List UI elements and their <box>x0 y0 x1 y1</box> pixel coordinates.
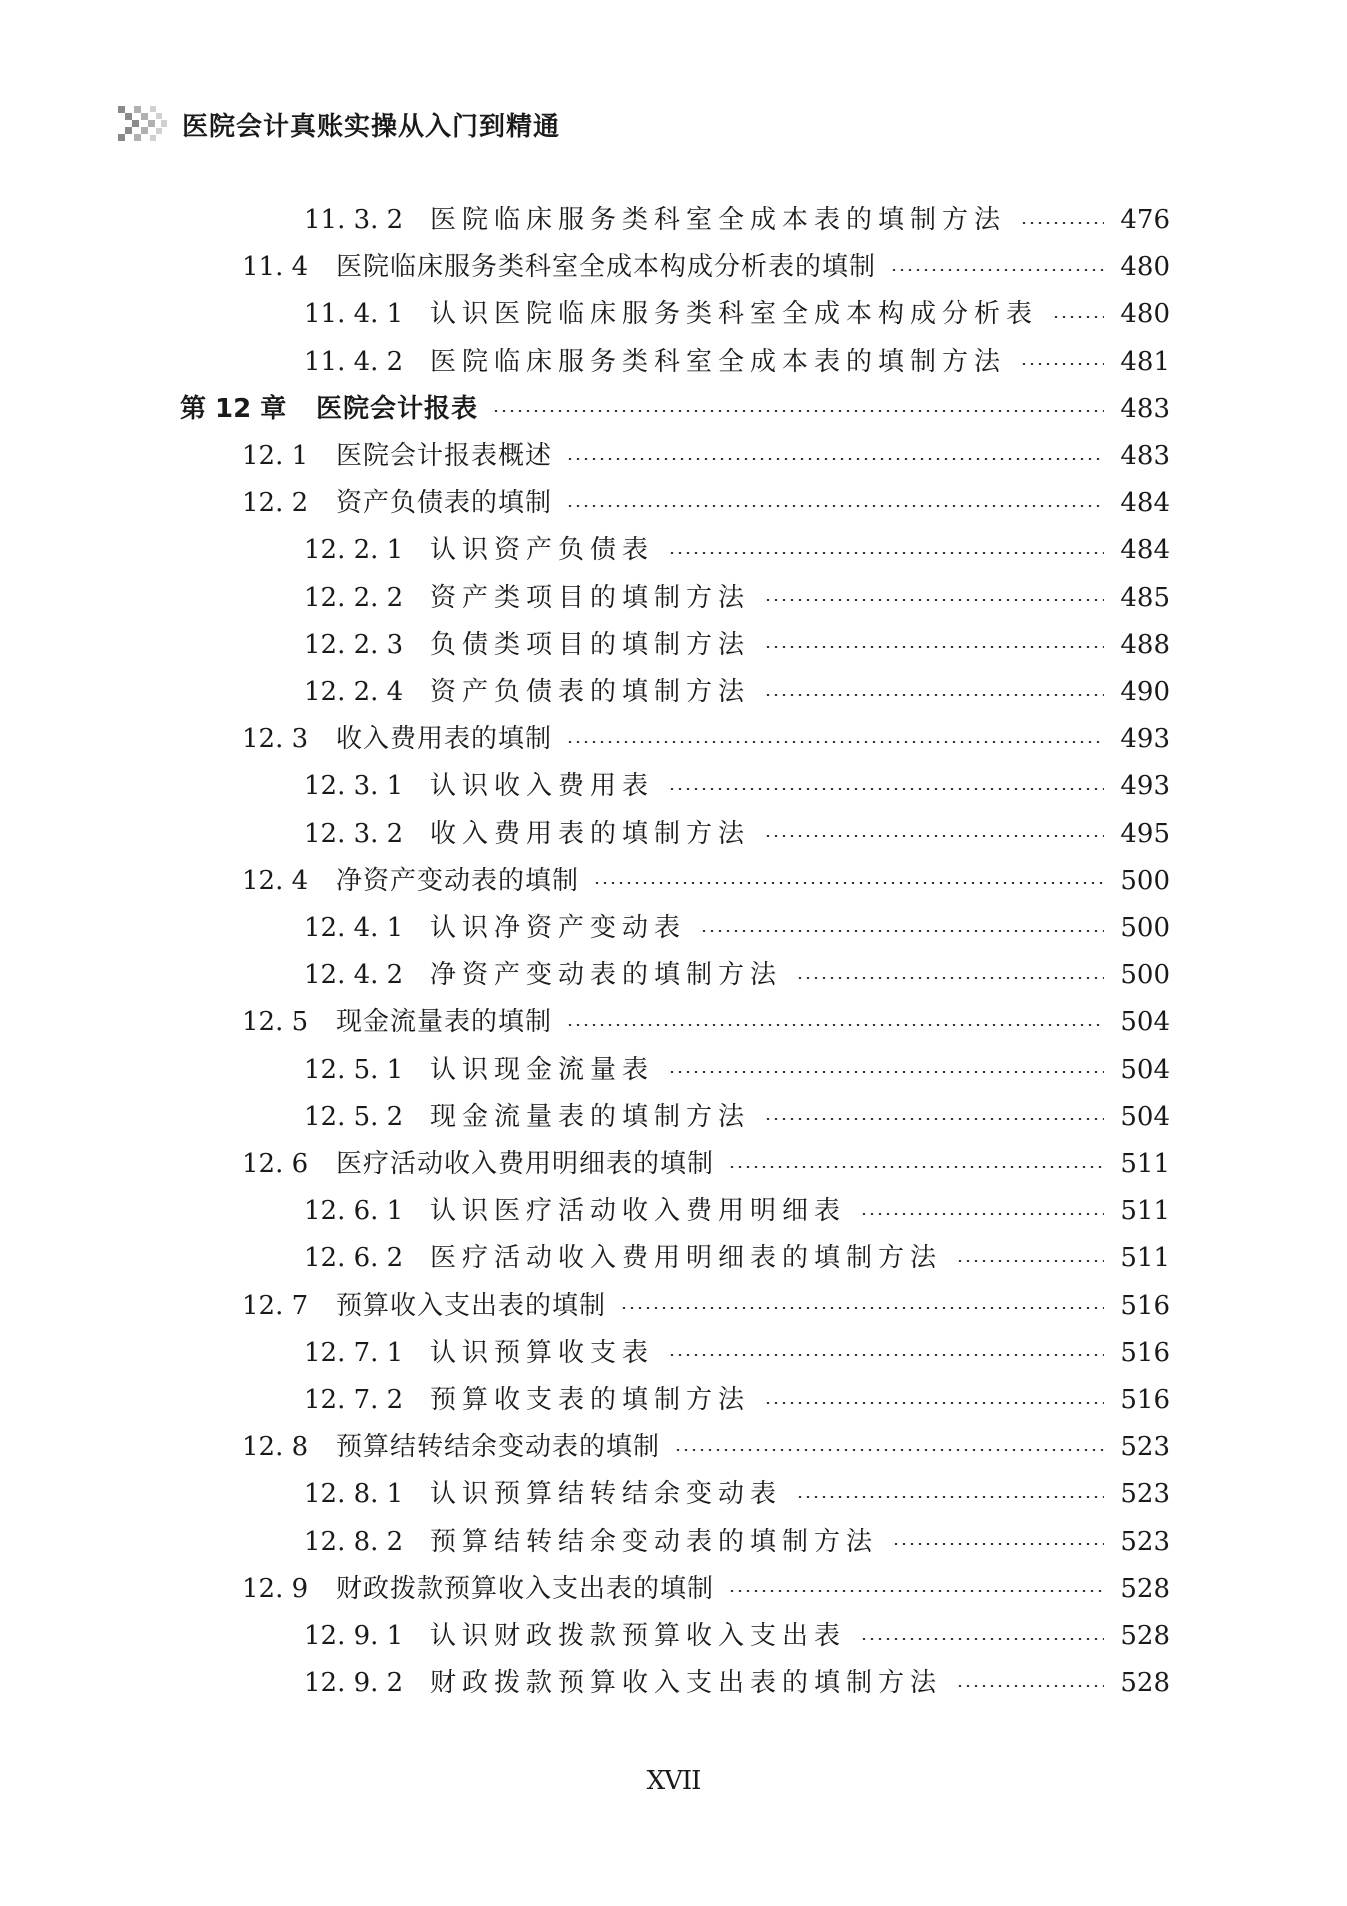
toc-entry[interactable] <box>304 1471 1170 1518</box>
toc-entry-number: 12. 2. 4 <box>304 677 404 707</box>
toc-entry-number: 12. 2 <box>242 488 309 519</box>
toc-entry-number: 12. 4. 1 <box>304 913 404 943</box>
toc-entry-number: 12. 4. 2 <box>304 960 404 991</box>
dot-leader <box>620 1307 1104 1309</box>
toc-entry-title: 认识预算收支表 <box>430 1337 655 1368</box>
toc-entry-number: 12. 5 <box>242 1007 309 1038</box>
toc-entry-number: 12. 5. 1 <box>304 1054 404 1085</box>
dot-leader <box>796 1496 1104 1498</box>
toc-entry-number: 12. 8 <box>242 1432 309 1463</box>
toc-entry-title: 资产类项目的填制方法 <box>430 582 751 613</box>
toc-entry-number: 12. 9. 1 <box>304 1621 404 1651</box>
toc-entry-number: 12. 9. 2 <box>304 1668 404 1699</box>
dot-leader <box>1052 316 1104 318</box>
toc-entry[interactable] <box>242 1283 1170 1330</box>
toc-entry[interactable] <box>304 527 1170 574</box>
dot-leader <box>566 741 1104 743</box>
dot-leader <box>860 1638 1104 1640</box>
toc-entry[interactable] <box>242 716 1170 763</box>
toc-entry[interactable] <box>304 1519 1170 1566</box>
toc-entry-title: 医院临床服务类科室全成本构成分析表的填制 <box>336 252 877 283</box>
toc-entry-number: 12. 2. 2 <box>304 582 404 613</box>
chevron-arrows-icon <box>118 106 168 142</box>
toc-entry-page: 484 <box>1120 488 1170 519</box>
toc-entry-number: 11. 4. 1 <box>304 299 404 330</box>
toc-entry[interactable] <box>304 1235 1170 1282</box>
toc-entry-number: 12. 7. 1 <box>304 1337 404 1368</box>
toc-entry[interactable] <box>304 1660 1170 1707</box>
toc-entry-page: 516 <box>1120 1385 1170 1415</box>
toc-entry-number: 12. 2. 3 <box>304 629 404 660</box>
toc-entry-page: 523 <box>1120 1526 1170 1557</box>
toc-entry-page: 500 <box>1120 960 1170 991</box>
toc-entry-number: 12. 6 <box>242 1149 309 1179</box>
toc-entry-title: 收入费用表的填制方法 <box>430 818 751 849</box>
toc-entry-title: 财政拨款预算收入支出表的填制方法 <box>430 1668 943 1699</box>
toc-entry-page: 488 <box>1120 629 1170 660</box>
dot-leader <box>728 1166 1104 1168</box>
toc-entry-title: 预算结转结余变动表的填制 <box>336 1432 661 1463</box>
toc-entry-number: 11. 3. 2 <box>304 205 404 235</box>
dot-leader <box>492 410 1104 412</box>
dot-leader <box>764 1118 1104 1120</box>
toc-entry-page: 493 <box>1120 724 1170 755</box>
dot-leader <box>860 1213 1104 1215</box>
toc-entry[interactable] <box>242 1424 1170 1471</box>
dot-leader <box>956 1260 1104 1262</box>
toc-entry[interactable] <box>304 1094 1170 1141</box>
toc-entry-page: 511 <box>1120 1149 1170 1179</box>
toc-entry-page: 483 <box>1120 393 1170 424</box>
toc-entry[interactable] <box>304 669 1170 716</box>
toc-entry-number: 11. 4 <box>242 252 309 283</box>
toc-entry[interactable] <box>304 952 1170 999</box>
dot-leader <box>668 788 1104 790</box>
toc-entry[interactable] <box>304 1613 1170 1660</box>
toc-entry-number: 11. 4. 2 <box>304 346 404 377</box>
toc-entry[interactable] <box>304 1377 1170 1424</box>
toc-entry[interactable] <box>242 244 1170 291</box>
dot-leader <box>890 269 1104 271</box>
toc-entry-number: 12. 1 <box>242 441 309 471</box>
dot-leader <box>700 930 1104 932</box>
toc-entry-page: 504 <box>1120 1101 1170 1132</box>
toc-entry-page: 500 <box>1120 913 1170 943</box>
toc-entry-number: 12. 3 <box>242 724 309 755</box>
toc-entry-page: 528 <box>1120 1573 1170 1604</box>
toc-entry-number: 12. 9 <box>242 1573 309 1604</box>
toc-entry-page: 504 <box>1120 1007 1170 1038</box>
dot-leader <box>593 882 1104 884</box>
toc-entry-title: 预算结转结余变动表的填制方法 <box>430 1526 879 1557</box>
dot-leader <box>566 1024 1104 1026</box>
toc-entry-title: 医院临床服务类科室全成本表的填制方法 <box>430 346 1007 377</box>
toc-entry[interactable] <box>304 622 1170 669</box>
toc-entry[interactable] <box>180 386 1170 433</box>
toc-entry-page: 528 <box>1120 1668 1170 1699</box>
toc-entry-title: 医院临床服务类科室全成本表的填制方法 <box>430 205 1007 235</box>
toc-entry-title: 认识预算结转结余变动表 <box>430 1479 783 1510</box>
toc-entry[interactable] <box>304 197 1170 244</box>
toc-entry-title: 资产负债表的填制 <box>336 488 553 519</box>
toc-entry-title: 认识财政拨款预算收入支出表 <box>430 1621 847 1651</box>
toc-entry[interactable] <box>242 858 1170 905</box>
dot-leader <box>764 599 1104 601</box>
toc-entry-title: 预算收支表的填制方法 <box>430 1385 751 1415</box>
toc-entry-title: 净资产变动表的填制方法 <box>430 960 783 991</box>
toc-entry-number: 12. 6. 1 <box>304 1196 404 1227</box>
toc-entry-title: 收入费用表的填制 <box>336 724 553 755</box>
toc-entry-page: 484 <box>1120 535 1170 566</box>
toc-entry-page: 523 <box>1120 1479 1170 1510</box>
toc-entry-title: 医疗活动收入费用明细表的填制方法 <box>430 1243 943 1274</box>
toc-entry[interactable] <box>242 1141 1170 1188</box>
toc-entry-page: 490 <box>1120 677 1170 707</box>
toc-entry-number: 12. 8. 1 <box>304 1479 404 1510</box>
toc-entry[interactable] <box>304 1330 1170 1377</box>
toc-entry-title: 医疗活动收入费用明细表的填制 <box>336 1149 715 1179</box>
toc-entry-page: 504 <box>1120 1054 1170 1085</box>
toc-entry-title: 认识净资产变动表 <box>430 913 687 943</box>
toc-entry-title: 认识收入费用表 <box>430 771 655 802</box>
toc-entry[interactable] <box>304 763 1170 810</box>
dot-leader <box>796 977 1104 979</box>
toc-entry-page: 516 <box>1120 1337 1170 1368</box>
toc-entry[interactable] <box>242 480 1170 527</box>
toc-entry-title: 现金流量表的填制 <box>336 1007 553 1038</box>
toc-entry-number: 12. 7. 2 <box>304 1385 404 1415</box>
toc-entry-number: 第 12 章 <box>180 393 287 424</box>
toc-entry-title: 医院会计报表概述 <box>336 441 553 471</box>
running-header <box>118 104 560 144</box>
toc-entry-number: 12. 4 <box>242 865 309 896</box>
toc-entry-number: 12. 3. 2 <box>304 818 404 849</box>
toc-entry-page: 481 <box>1120 346 1170 377</box>
toc-entry-number: 12. 6. 2 <box>304 1243 404 1274</box>
toc-entry-title: 负债类项目的填制方法 <box>430 629 751 660</box>
toc-entry[interactable] <box>304 811 1170 858</box>
dot-leader <box>1020 363 1104 365</box>
book-title: 医院会计真账实操从入门到精通 <box>182 111 561 142</box>
toc-entry-page: 485 <box>1120 582 1170 613</box>
toc-entry-page: 476 <box>1120 205 1170 235</box>
toc-entry[interactable] <box>304 1188 1170 1235</box>
dot-leader <box>1020 222 1104 224</box>
dot-leader <box>668 1071 1104 1073</box>
toc-entry-number: 12. 3. 1 <box>304 771 404 802</box>
toc-entry[interactable] <box>304 905 1170 952</box>
dot-leader <box>674 1449 1104 1451</box>
toc-entry-number: 12. 8. 2 <box>304 1526 404 1557</box>
toc-entry-title: 净资产变动表的填制 <box>336 865 580 896</box>
toc-entry-title: 财政拨款预算收入支出表的填制 <box>336 1573 715 1604</box>
toc-entry-title: 预算收入支出表的填制 <box>336 1290 607 1321</box>
toc-entry-number: 12. 2. 1 <box>304 535 404 566</box>
toc-entry-page: 483 <box>1120 441 1170 471</box>
toc-entry-page: 500 <box>1120 865 1170 896</box>
toc-entry-number: 12. 7 <box>242 1290 309 1321</box>
dot-leader <box>668 552 1104 554</box>
dot-leader <box>956 1685 1104 1687</box>
dot-leader <box>566 458 1104 460</box>
dot-leader <box>764 1402 1104 1404</box>
dot-leader <box>566 505 1104 507</box>
toc-entry-page: 528 <box>1120 1621 1170 1651</box>
toc-entry-title: 认识资产负债表 <box>430 535 655 566</box>
toc-entry-title: 现金流量表的填制方法 <box>430 1101 751 1132</box>
dot-leader <box>764 646 1104 648</box>
dot-leader <box>764 694 1104 696</box>
toc-entry-title: 医院会计报表 <box>316 393 479 424</box>
toc-entry-page: 511 <box>1120 1196 1170 1227</box>
toc-entry[interactable] <box>304 339 1170 386</box>
toc-entry[interactable] <box>242 999 1170 1046</box>
dot-leader <box>892 1543 1104 1545</box>
toc-entry-title: 认识医院临床服务类科室全成本构成分析表 <box>430 299 1039 330</box>
toc-entry[interactable] <box>242 1566 1170 1613</box>
toc-entry-page: 523 <box>1120 1432 1170 1463</box>
toc-entry-page: 516 <box>1120 1290 1170 1321</box>
toc-entry-title: 资产负债表的填制方法 <box>430 677 751 707</box>
toc-entry-title: 认识现金流量表 <box>430 1054 655 1085</box>
toc-entry[interactable] <box>304 575 1170 622</box>
toc-entry-page: 480 <box>1120 299 1170 330</box>
dot-leader <box>668 1354 1104 1356</box>
dot-leader <box>764 835 1104 837</box>
toc-entry-page: 495 <box>1120 818 1170 849</box>
toc-entry-page: 511 <box>1120 1243 1170 1274</box>
toc-entry-page: 480 <box>1120 252 1170 283</box>
toc-entry-title: 认识医疗活动收入费用明细表 <box>430 1196 847 1227</box>
toc-entry-number: 12. 5. 2 <box>304 1101 404 1132</box>
toc-entry[interactable] <box>304 291 1170 338</box>
toc-entry-page: 493 <box>1120 771 1170 802</box>
page-number: XVII <box>646 1766 701 1796</box>
toc-entry[interactable] <box>304 1047 1170 1094</box>
toc-entry[interactable] <box>242 433 1170 480</box>
dot-leader <box>728 1590 1104 1592</box>
